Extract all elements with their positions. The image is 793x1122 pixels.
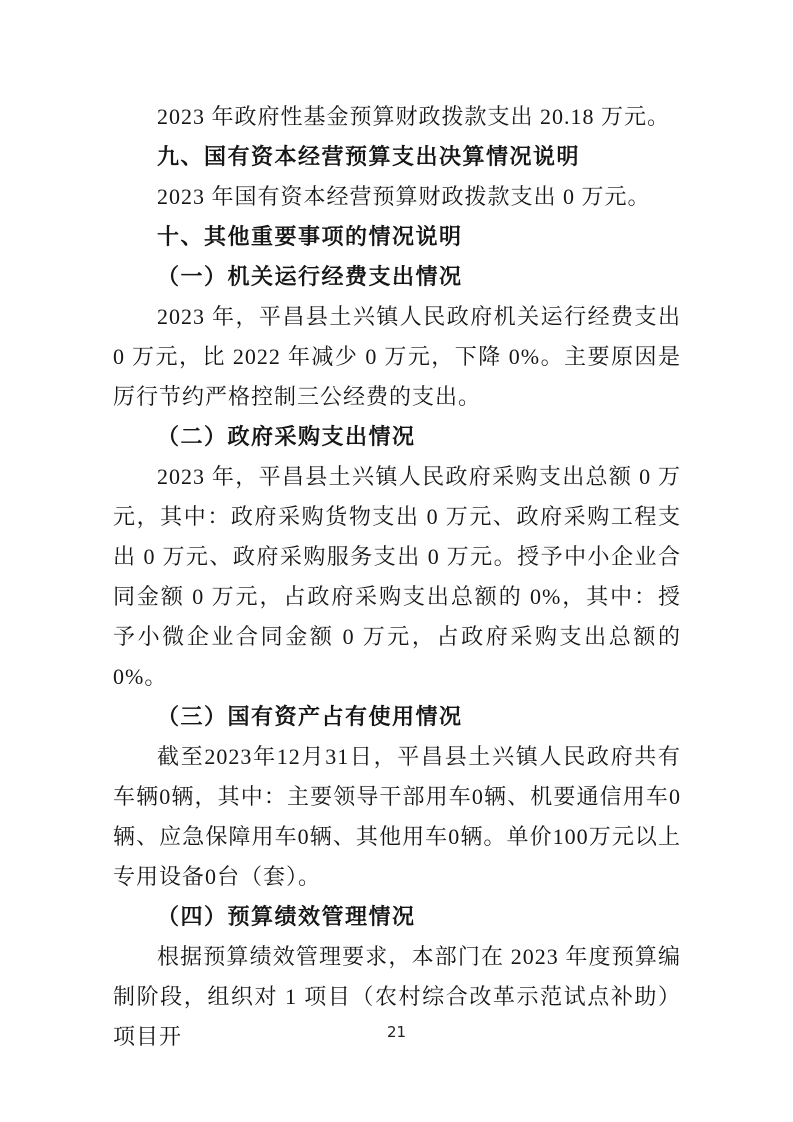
body-paragraph: 截至2023年12月31日，平昌县土兴镇人民政府共有车辆0辆，其中：主要领导干部用车0辆、机要通信用车0辆、应急保障用车0辆、其他用车0辆。单价100万元以上专用设备0台（套）。 bbox=[113, 744, 681, 889]
document-body bbox=[113, 97, 681, 1057]
body-paragraph: 2023 年国有资本经营预算财政拨款支出 0 万元。 bbox=[157, 184, 651, 209]
section-heading: （三）国有资产占有使用情况 bbox=[157, 704, 463, 729]
section-heading: （二）政府采购支出情况 bbox=[157, 424, 416, 449]
body-paragraph: 2023 年，平昌县土兴镇人民政府采购支出总额 0 万元，其中：政府采购货物支出 0 万元、政府采购工程支出 0 万元、政府采购服务支出 0 万元。授予中小企业合同金额 0 万元，占政府采购支出总额的 0%，其中：授予小微企业合同金额 0 万元，占政府采购支出总额的 0%。 bbox=[113, 464, 681, 689]
section-heading: （四）预算绩效管理情况 bbox=[157, 904, 416, 929]
body-paragraph: 2023 年政府性基金预算财政拨款支出 20.18 万元。 bbox=[157, 104, 671, 129]
section-heading: （一）机关运行经费支出情况 bbox=[157, 264, 463, 289]
page-number: 21 bbox=[386, 1023, 407, 1041]
body-paragraph: 2023 年，平昌县土兴镇人民政府机关运行经费支出 0 万元，比 2022 年减少 0 万元，下降 0%。主要原因是厉行节约严格控制三公经费的支出。 bbox=[113, 304, 681, 409]
section-heading: 九、国有资本经营预算支出决算情况说明 bbox=[157, 144, 581, 169]
body-paragraph: 根据预算绩效管理要求，本部门在 2023 年度预算编制阶段，组织对 1 项目（农村综合改革示范试点补助）项目开 bbox=[113, 944, 681, 1049]
section-heading: 十、其他重要事项的情况说明 bbox=[157, 224, 463, 249]
